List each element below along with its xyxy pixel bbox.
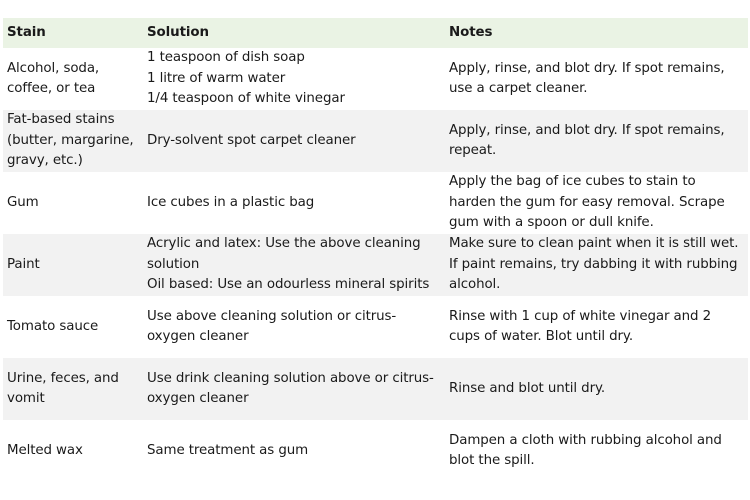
stain-cell: Melted wax (7, 442, 83, 458)
solution-line: 1 litre of warm water (147, 70, 286, 86)
solution-cell (143, 234, 445, 296)
solution-cell (143, 296, 445, 358)
solution-line: Use drink cleaning solution above or citrus-oxygen cleaner (147, 370, 434, 406)
solution-line: Use above cleaning solution or citrus-oxygen cleaner (147, 308, 397, 344)
solution-line: Oil based: Use an odourless mineral spirits (147, 277, 430, 293)
table-row (3, 110, 748, 172)
solution-line: 1 teaspoon of dish soap (147, 50, 305, 66)
table-row (3, 172, 748, 234)
table-row (3, 48, 748, 110)
header-notes: Notes (449, 24, 493, 40)
solution-line: Dry-solvent spot carpet cleaner (147, 132, 356, 148)
solution-line: Same treatment as gum (147, 442, 309, 458)
notes-cell: Apply the bag of ice cubes to stain to harden the gum for easy removal. Scrape gum with a spoon or dull knife. (449, 174, 725, 231)
stain-removal-table (3, 18, 748, 482)
solution-cell (143, 48, 445, 110)
stain-cell: Paint (7, 256, 40, 272)
notes-cell: Rinse and blot until dry. (449, 380, 606, 396)
notes-cell: Dampen a cloth with rubbing alcohol and blot the spill. (449, 432, 722, 468)
solution-line: 1/4 teaspoon of white vinegar (147, 91, 345, 107)
solution-cell (143, 358, 445, 420)
header-row (3, 18, 748, 48)
table-row (3, 234, 748, 296)
table-row (3, 296, 748, 358)
stain-cell: Fat-based stains (butter, margarine, gravy, etc.) (7, 112, 134, 169)
solution-line: Ice cubes in a plastic bag (147, 194, 315, 210)
solution-cell (143, 172, 445, 234)
notes-cell: Rinse with 1 cup of white vinegar and 2 cups of water. Blot until dry. (449, 308, 712, 344)
solution-line: Acrylic and latex: Use the above cleaning solution (147, 236, 421, 272)
notes-cell: Apply, rinse, and blot dry. If spot remains, repeat. (449, 122, 725, 158)
stain-cell: Tomato sauce (7, 318, 99, 334)
solution-cell (143, 420, 445, 482)
table-row (3, 420, 748, 482)
header-solution: Solution (147, 24, 209, 40)
notes-cell: Apply, rinse, and blot dry. If spot remains, use a carpet cleaner. (449, 60, 725, 96)
stain-cell: Gum (7, 194, 39, 210)
header-stain: Stain (7, 24, 46, 40)
stain-cell: Urine, feces, and vomit (7, 370, 119, 406)
table-row (3, 358, 748, 420)
solution-cell (143, 110, 445, 172)
stain-cell: Alcohol, soda, coffee, or tea (7, 60, 100, 96)
notes-cell: Make sure to clean paint when it is still wet. If paint remains, try dabbing it with rubbing alcohol. (449, 236, 739, 293)
